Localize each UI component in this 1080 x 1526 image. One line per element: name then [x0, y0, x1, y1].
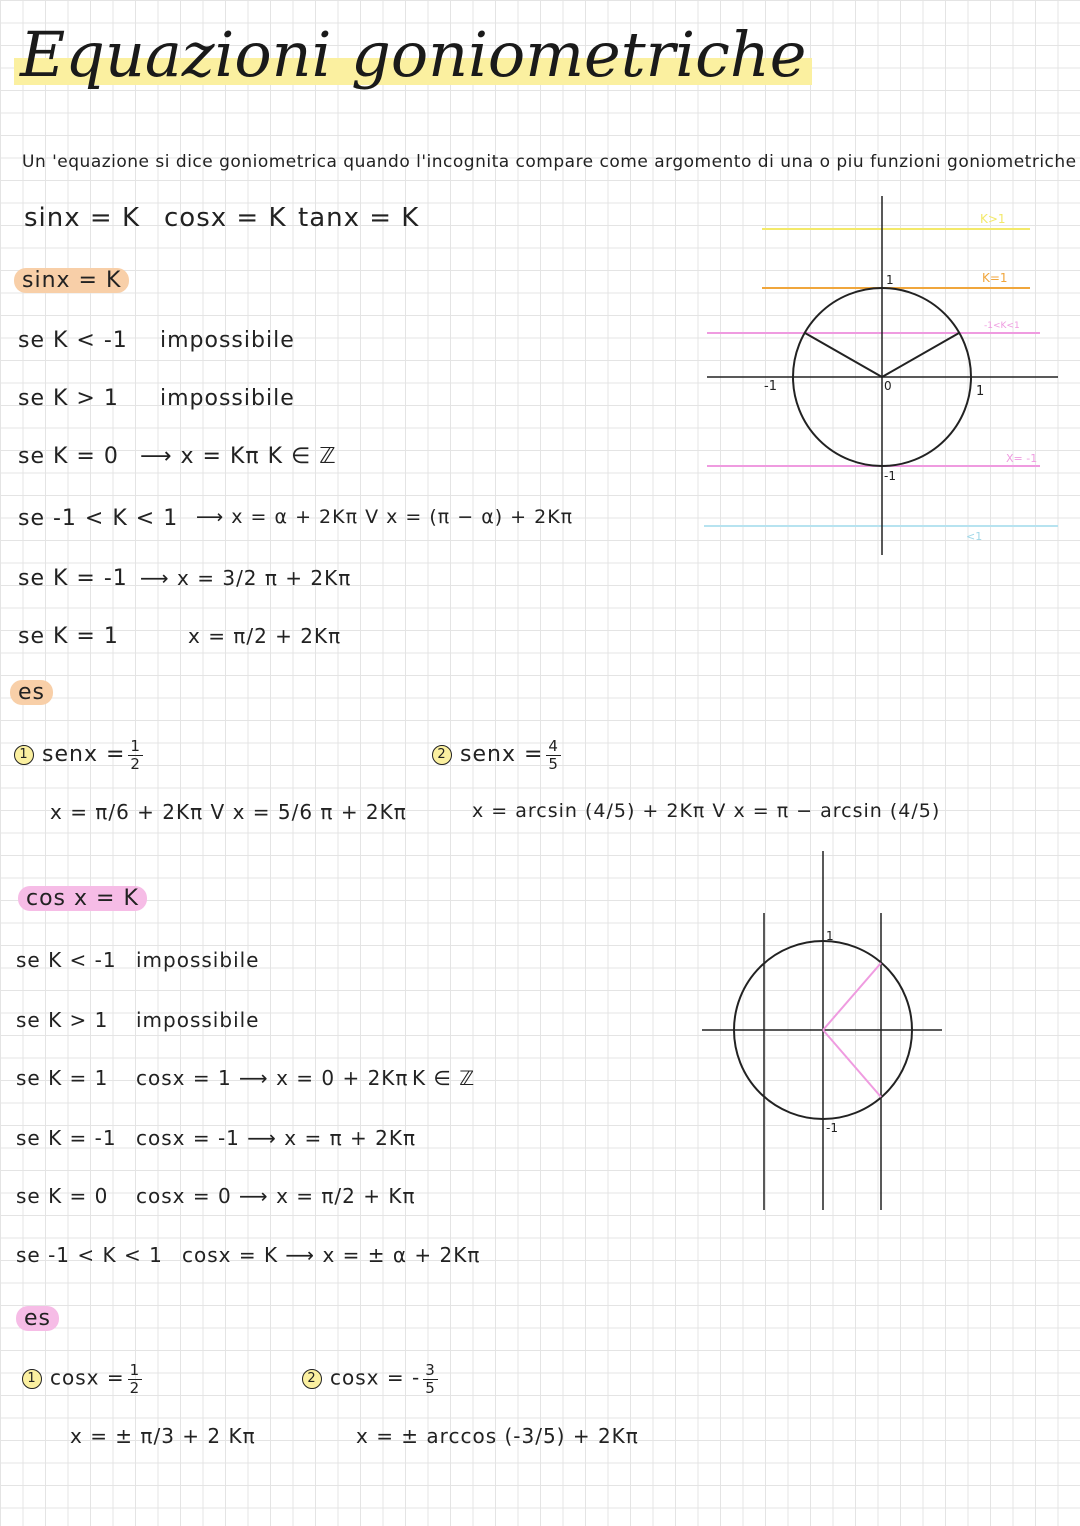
radius-upper [823, 963, 881, 1030]
sin-es-tag: es [10, 680, 53, 705]
label-k-gt: K>1 [980, 212, 1006, 226]
cos-es-tag: es [16, 1306, 59, 1331]
sin-unit-circle-diagram [700, 190, 1070, 560]
sin-case-3-cond: se K = 0 [18, 444, 119, 469]
form-tan: tanx = K [298, 203, 420, 233]
label-minus-one-left: -1 [764, 379, 777, 394]
intro-text: Un 'equazione si dice goniometrica quando l'incognita compare come argomento di una o piu funzioni goniometriche [22, 152, 1077, 172]
label-one-top: 1 [886, 273, 894, 287]
cos-case-2-cond: se K > 1 [16, 1008, 109, 1032]
sin-case-5-result: ⟶ x = 3/2 π + 2Kπ [140, 566, 352, 590]
sin-example-1-eq: senx = [42, 742, 126, 767]
cos-example-1 [22, 1362, 145, 1396]
cos-case-1-cond: se K < -1 [16, 948, 117, 972]
label-minus-one-bottom: -1 [884, 469, 896, 483]
cos-case-3-extra: K ∈ ℤ [412, 1066, 476, 1090]
fraction: $\frac{3}{5}$ [425, 1361, 436, 1397]
label-zero: 0 [884, 379, 892, 393]
cos-example-2 [302, 1362, 441, 1396]
sin-case-5-cond: se K = -1 [18, 566, 128, 591]
cos-case-2-result: impossibile [136, 1008, 260, 1032]
sin-case-3-result: ⟶ x = Kπ K ∈ ℤ [140, 444, 337, 469]
label-k-lt: <1 [966, 530, 983, 543]
cos-case-4-result: cosx = -1 ⟶ x = π + 2Kπ [136, 1126, 416, 1150]
cos-case-5-cond: se K = 0 [16, 1184, 109, 1208]
sin-case-4-result: ⟶ x = α + 2Kπ V x = (π − α) + 2Kπ [196, 506, 574, 528]
cos-case-3-result: cosx = 1 ⟶ x = 0 + 2Kπ [136, 1066, 409, 1090]
radius-left [805, 333, 882, 377]
cos-example-1-eq: cosx = [50, 1365, 125, 1390]
form-cos: cosx = K [164, 203, 287, 233]
cos-case-6-result: cosx = K ⟶ x = ± α + 2Kπ [182, 1243, 481, 1267]
label-k-between: -1<K<1 [984, 321, 1020, 331]
fraction: $\frac{1}{2}$ [129, 1361, 141, 1397]
cos-example-2-eq: cosx = - [330, 1365, 421, 1390]
radius-right [882, 333, 959, 377]
cos-unit-circle-diagram [700, 850, 1070, 1220]
fraction: $\frac{4}{5}$ [548, 737, 559, 773]
cos-example-1-solution: x = ± π/3 + 2 Kπ [70, 1424, 256, 1448]
sin-example-2-eq: senx = [460, 742, 544, 767]
sin-case-1-cond: se K < -1 [18, 328, 128, 353]
fraction: $\frac{1}{2}$ [130, 737, 141, 773]
cos-case-3-cond: se K = 1 [16, 1066, 109, 1090]
label-one-right: 1 [976, 384, 985, 399]
sin-example-2-solution: x = arcsin (4/5) + 2Kπ V x = π − arcsin (4/5) [472, 800, 941, 822]
label-minus-one-bottom: -1 [826, 1121, 838, 1135]
cos-section-tag: cos x = K [18, 886, 147, 911]
sin-example-1-solution: x = π/6 + 2Kπ V x = 5/6 π + 2Kπ [50, 800, 407, 824]
cos-case-4-cond: se K = -1 [16, 1126, 117, 1150]
sin-case-6-result: x = π/2 + 2Kπ [188, 624, 342, 648]
cos-case-6-cond: se -1 < K < 1 [16, 1243, 163, 1267]
sin-case-2-result: impossibile [160, 386, 295, 411]
sin-section-tag: sinx = K [14, 268, 129, 293]
sin-case-4-cond: se -1 < K < 1 [18, 506, 179, 531]
label-one-top: 1 [826, 929, 834, 943]
sin-case-6-cond: se K = 1 [18, 624, 119, 649]
cos-case-5-result: cosx = 0 ⟶ x = π/2 + Kπ [136, 1184, 416, 1208]
example-number-badge: 2 [432, 745, 452, 765]
sin-example-2 [432, 738, 564, 772]
page-title: Equazioni goniometriche [14, 18, 812, 91]
cos-example-2-solution: x = ± arccos (-3/5) + 2Kπ [356, 1424, 639, 1448]
form-sin: sinx = K [24, 203, 140, 233]
example-number-badge: 1 [14, 745, 34, 765]
example-number-badge: 2 [302, 1369, 322, 1389]
cos-case-1-result: impossibile [136, 948, 260, 972]
label-k-eq: K=1 [982, 271, 1008, 285]
sin-case-1-result: impossibile [160, 328, 295, 353]
radius-lower [823, 1030, 881, 1097]
label-x-neg: X= -1 [1006, 452, 1038, 465]
sin-example-1 [14, 738, 146, 772]
example-number-badge: 1 [22, 1369, 42, 1389]
sin-case-2-cond: se K > 1 [18, 386, 119, 411]
